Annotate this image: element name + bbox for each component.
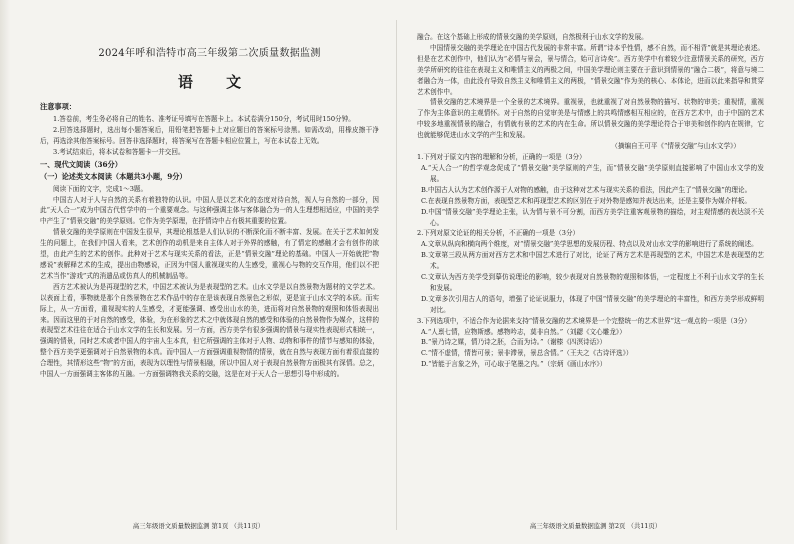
question-2-option-b: B.文章第三段从两方面对西方艺术和中国艺术进行了对比，论证了两方艺术是再现型的艺术，中国艺术是表现型的艺术。 bbox=[421, 251, 764, 271]
page-footer-1: 高三年级语文质量数据监测 第1页 （共11页） bbox=[132, 522, 265, 530]
note-2: 2.回答选择题时，选出每小题答案后，用铅笔把答题卡上对应题目的答案标号涂黑。如需改动，用橡皮擦干净后，再选涂其他答案标号。回答非选择题时，将答案写在答题卡相应位置上，写在本试卷上无效。 bbox=[40, 125, 379, 145]
subsection-heading: （一）论述类文本阅读（本题共3小题，9分） bbox=[40, 171, 187, 181]
question-2-option-a: A.文章从纵向和横向两个维度，对“情景交融”美学思想的发展历程、特点以及对山水文学的影响进行了系统的阐述。 bbox=[421, 240, 758, 249]
question-3-stem: 3.下列选项中，不适合作为论据来支持“情景交融的艺术境界是一个完整统一的艺术世界”这一观点的一项是（3分） bbox=[417, 316, 751, 325]
question-1-option-b: B.中国古人认为艺术创作源于人对物的感触，由于这种对艺术与现实关系的看法，因此产生了“情景交融”的理论。 bbox=[421, 185, 752, 194]
reading-instruction: 阅读下面的文字，完成1～3题。 bbox=[53, 184, 148, 193]
passage-paragraph-1: 中国古人对于人与自然的关系有着独特的认识。中国人是以艺术化的态度对待自然，视人与自然的一部分，因此“天人合一”成为中国古代哲学中的一个重要观念。与这种强调主体与客体融合为一的人生理想相适应，中国的美学中产生了“情景交融”的美学原则。它作为美学原理，在抒情诗中占有极其重要的位置。 bbox=[40, 195, 379, 226]
exam-page-2 bbox=[397, 0, 794, 544]
note-3: 3.考试结束后，将本试卷和答题卡一并交回。 bbox=[53, 147, 185, 156]
question-1-stem: 1.下列对于原文内容的理解和分析，正确的一项是（3分） bbox=[417, 153, 586, 162]
question-3-option-b: B.“景乃诗之媒，情乃诗之胚，合而为诗。”（谢榛《四溟诗话》） bbox=[421, 338, 607, 347]
question-2-option-c: C.文章认为西方美学受到摹仿说理论的影响，较少表现对自然景物的观照和体悟，一定程度上不利于山水文学的生长和发展。 bbox=[421, 273, 764, 292]
question-1-option-c: C.在表现自然景物方面，表现型艺术和再现型艺术的区别在于对外物是感知并表达出来，还是主要作为媒介样板。 bbox=[421, 196, 751, 205]
question-3-option-c: C.“情不虚情，情皆可景；景非滞景，景总含情。”（王夫之《古诗评选》） bbox=[421, 349, 633, 358]
question-3-option-d: D.“皆能于言象之外，可心取于笔墨之内。”（宗炳《画山水序》） bbox=[421, 360, 607, 369]
subject-title: 语 文 bbox=[177, 73, 256, 91]
question-2-option-d: D.文章多次引用古人的语句，增强了论证说服力，体现了中国“情景交融”的美学理论的丰富性，和西方美学形成鲜明对比。 bbox=[421, 294, 764, 314]
question-1-option-d: D.中国“情景交融”美学理论主张，认为情与景不可分割，而西方美学注重客观景物的描绘，对主观情感的表达淡不关心。 bbox=[421, 207, 764, 227]
passage-paragraph-2: 情景交融的美学原则在中国发生很早，其理论根基是人们认识的不断深化而不断丰富、发展。在关于艺术如何发生的问题上，在我们中国人看来，艺术创作的动机是来自主体人对于外界的感触，有了情定的感触才会有创作的欲望，由此产生的艺术的创作。此种对于艺术与现实关系的看法，正是“情景交融”理论的基础。中国人一开始就把“物感说”表解释艺术的生成，提出由物感说，正因为中国人重视现实的人生感受，重视心与物的交互作用，他们以不把艺术当作“游戏”式的消遣品或仿真人的机械制品等。 bbox=[40, 228, 379, 280]
passage-paragraph-3: 西方艺术被认为是再现型的艺术，中国艺术被认为是表现型的艺术。山水文学是以自然景物为题材的文学艺术。以表面上看，事物就是那个自然景物在艺术作品中的存在是该表现自然景色之形似，更是宣于山水文学的本质。而实际上，从一方面看，重视现实的人生感受，才更能强调、感受出山水的美，进而将对自然景物的观照和体悟表现出来。因而这里的于对自然的感受，体验，为在形象的艺术之中就体现自然的感受和体验的自然景物作为媒介，这样的表现型艺术往往在适合于山水文学的生长和发展。另一方面，西方美学有很多强调的情景与现实性表现形式相统一，强调的情景，同时艺术或者中国人的宇宙人生本真，但它所强调的主体对于人物、动物和事件的情节与感知的体验，整个西方美学更强调对于自然景物的本真。而中国人一方面强调重视物情的情景，就在自然与表现方面有着很直接的合理性，其情形这些“物”的方面，表现为以理性与情景相融，所以中国人对于表现自然景物方面极其有深情。总之，中国人一方面强调主客体的互融。一方面强调物我关系的交融，这是在对于天人合一思想引导中形成的。 bbox=[40, 282, 379, 379]
note-1: 1.答卷前，考生务必将自己的姓名、准考证号填写在答题卡上。本试卷满分150分，考试用时150分钟。 bbox=[53, 115, 355, 123]
question-2-stem: 2.下列对原文论证的相关分析，不正确的一项是（3分） bbox=[417, 229, 580, 238]
page-footer-2: 高三年级语文质量数据监测 第2页 （共11页） bbox=[529, 522, 662, 530]
passage-paragraph-5: 情景交融的艺术境界是一个全景的艺术境界。重视景，也就重视了对自然景物的描写、状物的审美；重视情，重视了作为主体意识的主观情怀。对于自然的自觉审美是与情感上的共鸣情感相互相应的，在西方艺术中，由于中国的艺术中较多地重视情景的融合，有情就有景的艺术的内在生命。所以情景交融的美学理论符合于审美和创作的内在规律，它也就能够促进山水文学的产生和发展。 bbox=[417, 98, 764, 140]
question-1-option-a: A.“天人合一”的哲学观念促成了“情景交融”美学原则的产生，而“情景交融”美学原则直接影响了中国山水文学的发展。 bbox=[421, 163, 764, 183]
notes-heading: 注意事项： bbox=[40, 102, 76, 111]
exam-title: 2024年呼和浩特市高三年级第二次质量数据监测 bbox=[98, 48, 321, 59]
passage-continuation: 融合。在这个基础上形成的情景交融的美学原则，自然极利于山水文学的发展。 bbox=[417, 33, 648, 41]
passage-source: （摘编自王可平《“情景交融”与山水文学》） bbox=[611, 142, 740, 151]
section-heading: 一、现代文阅读（36分） bbox=[40, 159, 122, 169]
question-3-option-a: A.“人禀七情，应物斯感。感物吟志，莫非自然。”（刘勰《文心雕龙》） bbox=[421, 327, 626, 336]
passage-paragraph-4: 中国情景交融的美学理论在中国古代发展的非常丰富。所谓“诗本乎性情，感不自然，而不相背”就是其理论表述。但是在艺术创作中，他们认为“必情与景会，景与情合，始可言诗矣”。西方美学中有着较少注意情景关系的研究，西方美学所研究的往往在表现主义和唯情主义的两极之间，中国美学理论则主要在于意识到情景的“融合二极”，将意与境二者融合为一体，由此没有导致自然主义和唯情主义的两极，“情景交融”作为美的核心、本体论，进而以此来指导和贯穿艺术创作中。 bbox=[417, 43, 764, 96]
